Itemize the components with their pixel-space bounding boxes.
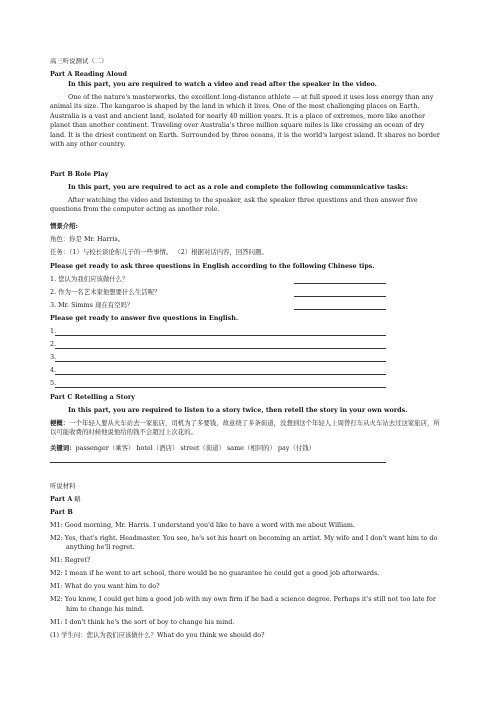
answer-line[interactable] — [50, 340, 386, 349]
scenario-label: 情景介绍: — [50, 222, 78, 230]
dialogue-line: M1: Regret? — [50, 556, 91, 565]
dialogue-line: M2: You know, I could get him a good job with my own firm if he had a science degree. Perhaps it's still not too late for him to change his mind. — [50, 595, 436, 613]
part-b-description: After watching the video and listening to the speaker, ask the speaker three questions and then answer five questions from the computer acting as another role. — [50, 196, 418, 214]
answer-number: 1. — [50, 327, 57, 335]
doc-header: 高三听说测试（二） — [50, 57, 108, 65]
materials-part-b-label: Part B — [50, 508, 73, 516]
role-line: 角色：你是 Mr. Harris。 — [50, 235, 125, 243]
materials-part-a — [50, 495, 442, 504]
answer-blank[interactable] — [294, 289, 386, 297]
ask-question-text: 1. 您认为我们应该做什么？ — [50, 275, 129, 283]
part-b-title: Part B Role Play — [50, 170, 109, 178]
ask-question-row — [50, 301, 386, 310]
dialogue-line: M2: I mean if he went to art school, there would be no guarantee he could get a good job afterwards. — [50, 569, 380, 578]
materials-part-a-note: 略 — [74, 495, 81, 503]
dialogue-line: M1: I don't think he's the sort of boy to change his mind. — [50, 617, 235, 626]
dialogue-line: M1: Good morning, Mr. Harris. I understand you'd like to have a word with me about William. — [50, 521, 356, 529]
answer-number: 5. — [50, 379, 57, 387]
answer-line-list — [50, 327, 386, 388]
answer-blank[interactable] — [294, 302, 386, 310]
answer-rule — [55, 328, 386, 336]
dialogue-line: M2: Yes, that's right. Headmaster. You see, he's set his heart on becoming an artist. My wife and I don't want him to do anything he'll regret. — [50, 534, 438, 552]
ask-question-row — [50, 288, 386, 297]
plot-label: 梗概： — [50, 419, 70, 427]
answer-rule — [55, 380, 386, 388]
ask-heading: Please get ready to ask three questions in English according to the following Chinese tips. — [50, 262, 375, 270]
answer-line[interactable] — [50, 327, 386, 336]
answer-line[interactable] — [50, 379, 386, 388]
ask-question-text: 2. 作为一名艺术家他想要什么生活呢？ — [50, 288, 161, 296]
part-a-title: Part A Reading Aloud — [50, 70, 128, 78]
answer-number: 4. — [50, 366, 57, 374]
ask-question-row — [50, 275, 386, 284]
part-a-passage: One of the nature's masterworks, the excellent long-distance athlete — at full speed it uses less energy than any animal its size. The kangaroo is shaped by the land in which it lives. One of the most challenging places on Earth. Australia is a vast and ancient land, isolated for nearly 40 million years. It is a place of extremes, more like another planet than another continent. Traveling over Australia's three million square miles is like crossing an ocean of dry land. It is the driest continent on Earth. Surrounded by three oceans, it is the world's largest island. It shares no border with any other country. — [50, 93, 440, 149]
materials-part-a-label: Part A — [50, 495, 73, 503]
part-a-instruction: In this part, you are required to watch a video and read after the speaker in the video. — [68, 80, 377, 88]
ask-question-text: 3. Mr. Simms 现在有空吗？ — [50, 301, 134, 309]
keywords-text: passenger（乘客） hotel（酒店） street（街道） same（相同的） pay（付钱） — [75, 444, 316, 452]
answer-line[interactable] — [50, 366, 386, 375]
part-c-title: Part C Retelling a Story — [50, 393, 135, 401]
dialogue — [50, 521, 442, 640]
part-b-instruction: In this part, you are required to act as a role and complete the following communicative tasks: — [68, 183, 408, 191]
plot-text: 一个年轻人要从火车站去一家旅店，司机为了多要钱，故意绕了多条街道，没想到这个年轻人上周曾打车从火车站去过这家旅店，所以可能收费的时候他说他给的钱不会超过上次花的。 — [50, 419, 440, 437]
keywords-line — [50, 444, 442, 453]
answer-blank[interactable] — [294, 276, 386, 284]
section-divider — [50, 462, 386, 463]
answer-heading: Please get ready to answer five questions in English. — [50, 314, 239, 322]
ask-question-list — [50, 275, 386, 310]
materials-title: 听说材料 — [50, 482, 76, 490]
answer-rule — [55, 367, 386, 375]
dialogue-question: (1) 学生问：您认为我们应该做什么？What do you think we should do? — [50, 630, 265, 639]
part-c-instruction: In this part, you are required to listen to a story twice, then retell the story in your own words. — [68, 406, 408, 414]
answer-line[interactable] — [50, 353, 386, 362]
answer-rule — [55, 341, 386, 349]
answer-number: 2. — [50, 340, 57, 348]
task-line: 任务：（1）与校长谈论你儿子的一些事情。 （2）根据对话内容，回答问题。 — [50, 248, 268, 256]
plot-summary — [50, 419, 442, 438]
answer-rule — [55, 354, 386, 362]
dialogue-line: M1: What do you want him to do? — [50, 582, 160, 591]
keywords-label: 关键词： — [50, 444, 76, 452]
answer-number: 3. — [50, 353, 57, 361]
